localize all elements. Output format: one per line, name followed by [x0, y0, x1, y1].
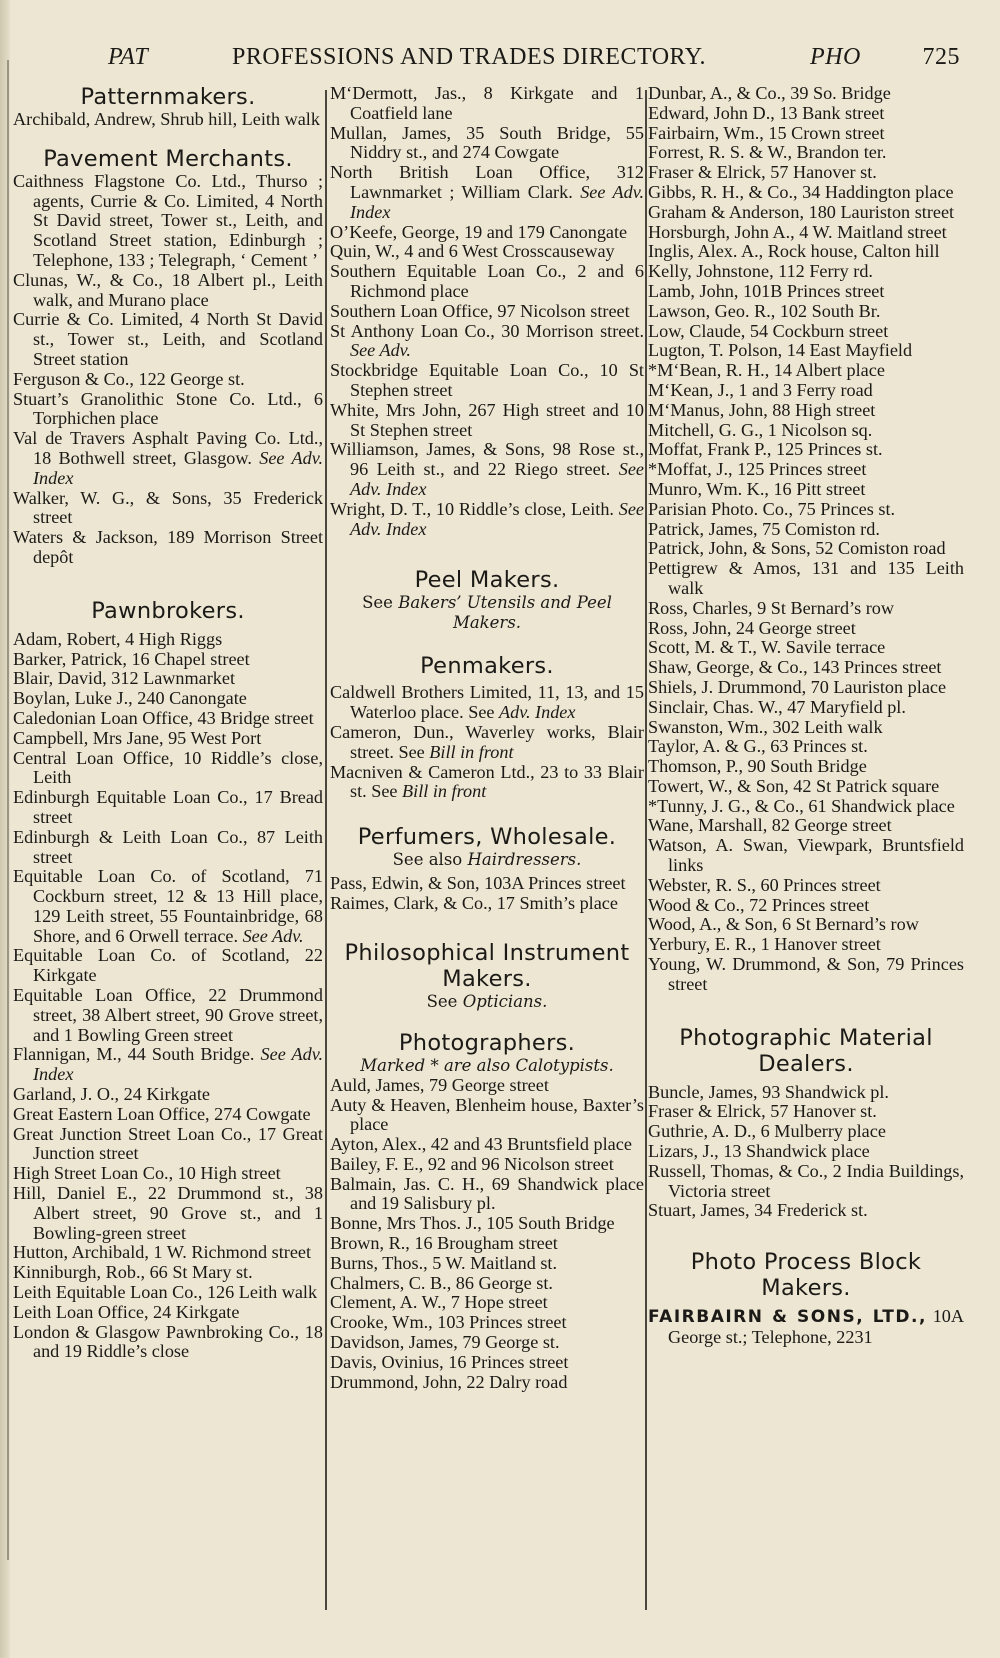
directory-entry	[13, 1164, 323, 1184]
entry-text: Gibbs, R. H., & Co., 34 Haddington place	[648, 181, 954, 202]
column-1	[13, 84, 323, 1614]
directory-entry	[648, 262, 964, 282]
directory-entry	[330, 1313, 644, 1333]
directory-entry	[648, 698, 964, 718]
entry-text: Leith Loan Office, 24 Kirkgate	[13, 1301, 240, 1322]
left-guide-word: PAT	[108, 44, 149, 70]
note-reference: Opticians.	[462, 991, 548, 1011]
note-text: See	[426, 991, 458, 1011]
directory-entry	[648, 282, 964, 302]
entry-text: Bonne, Mrs Thos. J., 105 South Bridge	[330, 1213, 615, 1234]
advertisement-reference: Bill in front	[429, 741, 514, 762]
entry-text: Edinburgh Equitable Loan Co., 17 Bread street	[13, 787, 323, 827]
directory-entry	[13, 1085, 323, 1105]
entry-text: Clement, A. W., 7 Hope street	[330, 1292, 548, 1313]
entry-text: Davidson, James, 79 George st.	[330, 1332, 560, 1353]
entry-text: Equitable Loan Co. of Scotland, 71 Cockburn street, 12 & 13 Hill place, 129 Leith street, 55 Fountainbridge, 68 Shore, and 6 Orwell terrace.	[13, 866, 323, 946]
entry-text: Auld, James, 79 George street	[330, 1074, 549, 1095]
directory-entry	[648, 1142, 964, 1162]
entry-text: Macniven & Cameron Ltd., 23 to 33 Blair st. See	[330, 761, 644, 802]
spacer	[13, 130, 323, 146]
directory-entry	[330, 242, 644, 262]
entry-text: Leith Equitable Loan Co., 126 Leith walk	[13, 1282, 318, 1303]
directory-entry	[648, 183, 964, 203]
entry-text: Walker, W. G., & Sons, 35 Frederick street	[13, 487, 323, 528]
entry-text: Fraser & Elrick, 57 Hanover st.	[648, 1101, 877, 1122]
advertisement-reference: See Adv. Index	[33, 1044, 323, 1085]
right-guide-word: PHO	[810, 44, 861, 70]
directory-entry	[330, 1373, 644, 1393]
entry-text: *Tunny, J. G., & Co., 61 Shandwick place	[648, 795, 955, 816]
directory-entry	[330, 1293, 644, 1313]
directory-entry	[330, 84, 644, 124]
entry-text: Campbell, Mrs Jane, 95 West Port	[13, 727, 262, 748]
directory-entry	[330, 223, 644, 243]
directory-entry	[648, 1083, 964, 1103]
directory-entry	[330, 683, 644, 723]
section-heading: Photographers.	[398, 1029, 576, 1056]
directory-entry	[330, 763, 644, 803]
entry-text: Wood, A., & Son, 6 St Bernard’s row	[648, 914, 919, 935]
directory-entry	[648, 678, 964, 698]
directory-entry	[648, 203, 964, 223]
entry-text: Equitable Loan Office, 22 Drummond street, 38 Albert street, 90 Grove street, and 1 Bowling Green street	[13, 985, 323, 1045]
directory-entry	[648, 223, 964, 243]
entry-text: Southern Equitable Loan Co., 2 and 6 Richmond place	[330, 261, 644, 301]
directory-entry	[330, 500, 644, 540]
directory-title: PROFESSIONS AND TRADES DIRECTORY.	[232, 44, 706, 70]
entry-text: Mullan, James, 35 South Bridge, 55 Niddry st., and 274 Cowgate	[330, 122, 644, 163]
directory-entry	[648, 836, 964, 876]
directory-entry	[13, 867, 323, 946]
directory-entry	[330, 1353, 644, 1373]
directory-entry	[648, 440, 964, 460]
spacer	[330, 1012, 644, 1030]
directory-entry	[330, 124, 644, 164]
directory-entry	[648, 302, 964, 322]
directory-entry	[648, 896, 964, 916]
directory-entry	[13, 1263, 323, 1283]
entry-firm-name: FAIRBAIRN & SONS, LTD.,	[648, 1307, 927, 1328]
entry-text: Val de Travers Asphalt Paving Co. Ltd., 18 Bothwell street, Glasgow.	[13, 428, 323, 468]
page-binding-edge	[0, 0, 10, 1658]
entry-text: Munro, Wm. K., 16 Pitt street	[648, 478, 866, 499]
entry-text: Dunbar, A., & Co., 39 So. Bridge	[648, 84, 891, 103]
entry-text: Russell, Thomas, & Co., 2 India Buildings, Victoria street	[648, 1160, 964, 1201]
directory-entry	[330, 1274, 644, 1294]
advertisement-reference: See Adv. Index	[350, 459, 644, 499]
entry-text: Ferguson & Co., 122 George st.	[13, 368, 245, 389]
entry-text: Forrest, R. S. & W., Brandon ter.	[648, 142, 887, 163]
spacer	[330, 802, 644, 824]
entry-text: Crooke, Wm., 103 Princes street	[330, 1312, 567, 1333]
entry-text: Great Junction Street Loan Co., 17 Great Junction street	[13, 1123, 323, 1164]
directory-entry	[13, 689, 323, 709]
directory-entry	[648, 658, 964, 678]
entry-text: Stuart, James, 34 Frederick st.	[648, 1200, 868, 1221]
entry-text: Sinclair, Chas. W., 47 Maryfield pl.	[648, 696, 906, 717]
section-heading: Patternmakers.	[80, 84, 256, 110]
directory-entry	[648, 797, 964, 817]
entry-text: *M‘Bean, R. H., 14 Albert place	[648, 360, 885, 381]
entry-text: St Anthony Loan Co., 30 Morrison street.	[330, 320, 644, 341]
directory-entry	[13, 788, 323, 828]
entry-text: Patrick, John, & Sons, 52 Comiston road	[648, 538, 946, 559]
entry-text: Guthrie, A. D., 6 Mulberry place	[648, 1121, 886, 1142]
directory-entry	[13, 489, 323, 529]
directory-entry	[648, 381, 964, 401]
directory-entry	[648, 915, 964, 935]
note-reference: Hairdressers.	[467, 850, 582, 870]
entry-text: O’Keefe, George, 19 and 179 Canongate	[330, 221, 628, 242]
directory-entry	[648, 1162, 964, 1202]
entry-text: Equitable Loan Co. of Scotland, 22 Kirkgate	[13, 945, 323, 986]
directory-entry	[648, 619, 964, 639]
directory-entry	[13, 669, 323, 689]
note-text: See also	[392, 850, 463, 870]
entry-text: Balmain, Jas. C. H., 69 Shandwick place and 19 Salisbury pl.	[330, 1173, 644, 1214]
entry-text: Caithness Flagstone Co. Ltd., Thurso ; agents, Currie & Co. Limited, 4 North St David street, Tower st., Leith, and Scotland Street station, Edinburgh ; Telephone, 133 ; Telegraph, ‘ Cement ’	[13, 170, 323, 270]
page-number: 725	[922, 44, 960, 70]
directory-entry	[648, 935, 964, 955]
entry-text: Drummond, John, 22 Dalry road	[330, 1371, 568, 1392]
directory-entry	[13, 429, 323, 488]
entry-text: Williamson, James, & Sons, 98 Rose st., 96 Leith st., and 22 Riego street.	[330, 439, 644, 480]
advertisement-reference: Adv. Index	[499, 702, 576, 723]
directory-entry	[648, 559, 964, 599]
directory-entry	[13, 1125, 323, 1165]
directory-entry	[648, 1122, 964, 1142]
section-heading: Photo Process Block Makers.	[690, 1249, 922, 1302]
directory-entry	[330, 361, 644, 401]
directory-entry	[648, 1102, 964, 1122]
entry-text: Ross, Charles, 9 St Bernard’s row	[648, 597, 895, 618]
directory-entry	[648, 242, 964, 262]
entry-text: 10A George st.; Telephone, 2231	[668, 1306, 964, 1348]
directory-entry	[330, 322, 644, 362]
directory-entry	[330, 1135, 644, 1155]
entry-text: Great Eastern Loan Office, 274 Cowgate	[13, 1103, 311, 1124]
entry-text: London & Glasgow Pawnbroking Co., 18 and 19 Riddle’s close	[13, 1321, 323, 1362]
spacer	[330, 633, 644, 653]
entry-text: Taylor, A. & G., 63 Princes st.	[648, 736, 868, 757]
entry-text: Webster, R. S., 60 Princes street	[648, 874, 881, 895]
entry-text: Fraser & Elrick, 57 Hanover st.	[648, 162, 877, 183]
entry-text: Central Loan Office, 10 Riddle’s close, Leith	[13, 747, 323, 788]
directory-entry	[13, 1303, 323, 1323]
advertisement-reference: See Adv. Index	[33, 447, 323, 488]
directory-entry	[330, 440, 644, 499]
directory-entry	[330, 1214, 644, 1234]
directory-entry	[13, 528, 323, 568]
entry-text: Buncle, James, 93 Shandwick pl.	[648, 1081, 889, 1102]
entry-text: Kinniburgh, Rob., 66 St Mary st.	[13, 1262, 253, 1283]
entry-text: Hutton, Archibald, 1 W. Richmond street	[13, 1242, 312, 1263]
entry-text: Adam, Robert, 4 High Riggs	[13, 628, 223, 649]
entry-text: Swanston, Wm., 302 Leith walk	[648, 716, 883, 737]
section-heading: Philosophical Instrument Makers.	[344, 939, 630, 992]
directory-entry	[648, 84, 964, 104]
section-heading: Peel Makers.	[414, 567, 560, 594]
directory-entry	[648, 500, 964, 520]
entry-text: Young, W. Drummond, & Son, 79 Princes street	[648, 954, 964, 994]
directory-entry	[13, 1283, 323, 1303]
entry-text: Wood & Co., 72 Princes street	[648, 894, 870, 915]
entry-text: Garland, J. O., 24 Kirkgate	[13, 1084, 210, 1105]
directory-entry	[13, 271, 323, 311]
directory-entry	[648, 1307, 964, 1348]
cross-reference-note	[330, 992, 644, 1012]
entry-text: Lamb, John, 101B Princes street	[648, 280, 885, 301]
directory-entry	[330, 1333, 644, 1353]
directory-entry	[648, 718, 964, 738]
cross-reference-note	[330, 1056, 644, 1076]
directory-entry	[648, 539, 964, 559]
entry-text: Shiels, J. Drummond, 70 Lauriston place	[648, 676, 947, 697]
advertisement-reference: See Adv. Index	[350, 181, 644, 222]
entry-text: Wright, D. T., 10 Riddle’s close, Leith.	[330, 498, 614, 519]
directory-entry	[330, 1096, 644, 1136]
entry-text: Lawson, Geo. R., 102 South Br.	[648, 300, 881, 321]
directory-entry	[648, 143, 964, 163]
directory-entry	[648, 520, 964, 540]
entry-text: Yerbury, E. R., 1 Hanover street	[648, 934, 881, 955]
entry-text: North British Loan Office, 312 Lawnmarket ; William Clark.	[330, 162, 644, 202]
advertisement-reference: See Adv. Index	[350, 498, 644, 539]
entry-text: Parisian Photo. Co., 75 Princes st.	[648, 498, 896, 519]
directory-entry	[330, 302, 644, 322]
section-heading: Pawnbrokers.	[91, 597, 245, 624]
entry-text: Pass, Edwin, & Son, 103A Princes street	[330, 873, 626, 894]
directory-entry	[648, 816, 964, 836]
entry-text: Kelly, Johnstone, 112 Ferry rd.	[648, 261, 873, 282]
entry-text: Clunas, W., & Co., 18 Albert pl., Leith walk, and Murano place	[13, 269, 323, 310]
spacer	[648, 995, 964, 1025]
entry-text: Archibald, Andrew, Shrub hill, Leith walk	[13, 109, 320, 129]
directory-entry	[13, 1323, 323, 1363]
entry-text: Patrick, James, 75 Comiston rd.	[648, 518, 880, 539]
entry-text: Horsburgh, John A., 4 W. Maitland street	[648, 221, 947, 242]
directory-entry	[648, 460, 964, 480]
directory-entry	[13, 828, 323, 868]
column-divider	[325, 90, 327, 1610]
directory-entry	[648, 638, 964, 658]
directory-entry	[648, 341, 964, 361]
spacer	[330, 539, 644, 567]
section-heading: Penmakers.	[420, 653, 554, 680]
column-2	[330, 84, 644, 1614]
entry-text: High Street Loan Co., 10 High street	[13, 1163, 281, 1184]
spacer	[13, 568, 323, 598]
directory-entry	[648, 876, 964, 896]
entry-text: Scott, M. & T., W. Savile terrace	[648, 637, 886, 658]
directory-entry	[330, 894, 644, 914]
directory-entry	[330, 401, 644, 441]
directory-entry	[648, 163, 964, 183]
entry-text: Blair, David, 312 Lawnmarket	[13, 668, 236, 689]
entry-text: M‘Manus, John, 88 High street	[648, 399, 876, 420]
note-text: See	[362, 593, 393, 613]
directory-entry	[648, 401, 964, 421]
cross-reference-note	[330, 850, 644, 870]
entry-text: Mitchell, G. G., 1 Nicolson sq.	[648, 419, 873, 440]
advertisement-reference: Bill in front	[402, 781, 487, 802]
directory-entry	[648, 737, 964, 757]
entry-text: Waters & Jackson, 189 Morrison Street depôt	[13, 527, 323, 567]
directory-entry	[13, 630, 323, 650]
directory-entry	[648, 104, 964, 124]
directory-entry	[648, 421, 964, 441]
advertisement-reference: See Adv.	[242, 925, 304, 946]
spacer	[648, 1221, 964, 1249]
directory-entry	[13, 729, 323, 749]
entry-text: Caldwell Brothers Limited, 11, 13, and 15 Waterloo place. See	[330, 682, 644, 723]
directory-entry	[648, 955, 964, 995]
entry-text: Caledonian Loan Office, 43 Bridge street	[13, 707, 314, 728]
entry-text: Lizars, J., 13 Shandwick place	[648, 1141, 870, 1162]
cross-reference-note	[330, 593, 644, 633]
entry-text: Raimes, Clark, & Co., 17 Smith’s place	[330, 892, 618, 913]
entry-text: Currie & Co. Limited, 4 North St David st., Tower st., Leith, and Scotland Street station	[13, 309, 323, 369]
entry-text: Shaw, George, & Co., 143 Princes street	[648, 657, 942, 678]
directory-entry	[648, 599, 964, 619]
directory-entry	[13, 650, 323, 670]
entry-text: Ayton, Alex., 42 and 43 Bruntsfield place	[330, 1134, 632, 1155]
directory-entry	[13, 172, 323, 271]
directory-entry	[330, 723, 644, 763]
advertisement-reference: See Adv.	[350, 340, 411, 361]
directory-entry	[330, 262, 644, 302]
entry-text: Edinburgh & Leith Loan Co., 87 Leith street	[13, 826, 323, 867]
directory-entry	[648, 124, 964, 144]
directory-entry	[13, 1243, 323, 1263]
directory-entry	[648, 361, 964, 381]
directory-entry	[648, 777, 964, 797]
entry-text: Inglis, Alex. A., Rock house, Calton hill	[648, 241, 940, 262]
section-heading: Photographic Material Dealers.	[679, 1024, 933, 1077]
entry-text: Lugton, T. Polson, 14 East Mayfield	[648, 340, 913, 361]
directory-entry	[330, 1155, 644, 1175]
entry-text: *Moffat, J., 125 Princes street	[648, 459, 867, 480]
entry-text: Davis, Ovinius, 16 Princes street	[330, 1351, 569, 1372]
directory-entry	[330, 874, 644, 894]
entry-text: Wane, Marshall, 82 George street	[648, 815, 892, 836]
directory-entry	[648, 1201, 964, 1221]
entry-text: Bailey, F. E., 92 and 96 Nicolson street	[330, 1153, 614, 1174]
entry-text: Chalmers, C. B., 86 George st.	[330, 1272, 553, 1293]
entry-text: Watson, A. Swan, Viewpark, Bruntsfield links	[648, 835, 964, 876]
directory-entry	[648, 480, 964, 500]
directory-entry	[13, 1184, 323, 1243]
entry-text: M‘Kean, J., 1 and 3 Ferry road	[648, 379, 873, 400]
directory-entry	[13, 1105, 323, 1125]
entry-text: M‘Dermott, Jas., 8 Kirkgate and 1 Coatfield lane	[330, 84, 644, 123]
entry-text: Low, Claude, 54 Cockburn street	[648, 320, 889, 341]
entry-text: Auty & Heaven, Blenheim house, Baxter’s place	[330, 1094, 644, 1135]
entry-text: Burns, Thos., 5 W. Maitland st.	[330, 1252, 558, 1273]
entry-text: Flannigan, M., 44 South Bridge.	[13, 1044, 255, 1065]
directory-entry	[13, 370, 323, 390]
directory-entry	[13, 110, 323, 130]
directory-entry	[330, 1076, 644, 1096]
directory-entry	[13, 709, 323, 729]
note-reference: Marked * are also Calotypists.	[360, 1055, 614, 1075]
directory-entry	[13, 986, 323, 1045]
entry-text: Stockbridge Equitable Loan Co., 10 St Stephen street	[330, 360, 644, 400]
directory-entry	[330, 1254, 644, 1274]
column-3	[648, 84, 964, 1614]
entry-text: Barker, Patrick, 16 Chapel street	[13, 648, 250, 669]
page-header	[108, 44, 960, 78]
directory-entry	[330, 1175, 644, 1215]
entry-text: Edward, John D., 13 Bank street	[648, 102, 885, 123]
entry-text: White, Mrs John, 267 High street and 10 St Stephen street	[330, 399, 644, 440]
entry-text: Ross, John, 24 George street	[648, 617, 856, 638]
entry-text: Towert, W., & Son, 42 St Patrick square	[648, 775, 940, 796]
entry-text: Graham & Anderson, 180 Lauriston street	[648, 201, 955, 222]
entry-text: Southern Loan Office, 97 Nicolson street	[330, 300, 630, 321]
directory-entry	[648, 322, 964, 342]
entry-text: Boylan, Luke J., 240 Canongate	[13, 688, 247, 709]
entry-text: Fairbairn, Wm., 15 Crown street	[648, 122, 885, 143]
note-reference: Bakers’ Utensils and Peel Makers.	[398, 593, 612, 633]
entry-text: Thomson, P., 90 South Bridge	[648, 756, 867, 777]
entry-text: Quin, W., 4 and 6 West Crosscauseway	[330, 241, 615, 262]
directory-entry	[13, 310, 323, 369]
section-heading: Pavement Merchants.	[43, 145, 293, 172]
directory-entry	[13, 390, 323, 430]
directory-entry	[13, 1045, 323, 1085]
spacer	[330, 914, 644, 940]
entry-text: Hill, Daniel E., 22 Drummond st., 38 Albert street, 90 Grove st., and 1 Bowling-green street	[13, 1183, 323, 1243]
entry-text: Moffat, Frank P., 125 Princes st.	[648, 439, 883, 460]
directory-entry	[13, 749, 323, 789]
directory-entry	[330, 163, 644, 222]
directory-entry	[13, 946, 323, 986]
entry-text: Brown, R., 16 Brougham street	[330, 1233, 558, 1254]
column-divider	[645, 90, 647, 1610]
directory-entry	[648, 757, 964, 777]
entry-text: Stuart’s Granolithic Stone Co. Ltd., 6 Torphichen place	[13, 388, 323, 429]
entry-text: Cameron, Dun., Waverley works, Blair street. See	[330, 721, 644, 762]
directory-entry	[330, 1234, 644, 1254]
section-heading: Perfumers, Wholesale.	[357, 824, 617, 851]
entry-text: Pettigrew & Amos, 131 and 135 Leith walk	[648, 558, 964, 598]
